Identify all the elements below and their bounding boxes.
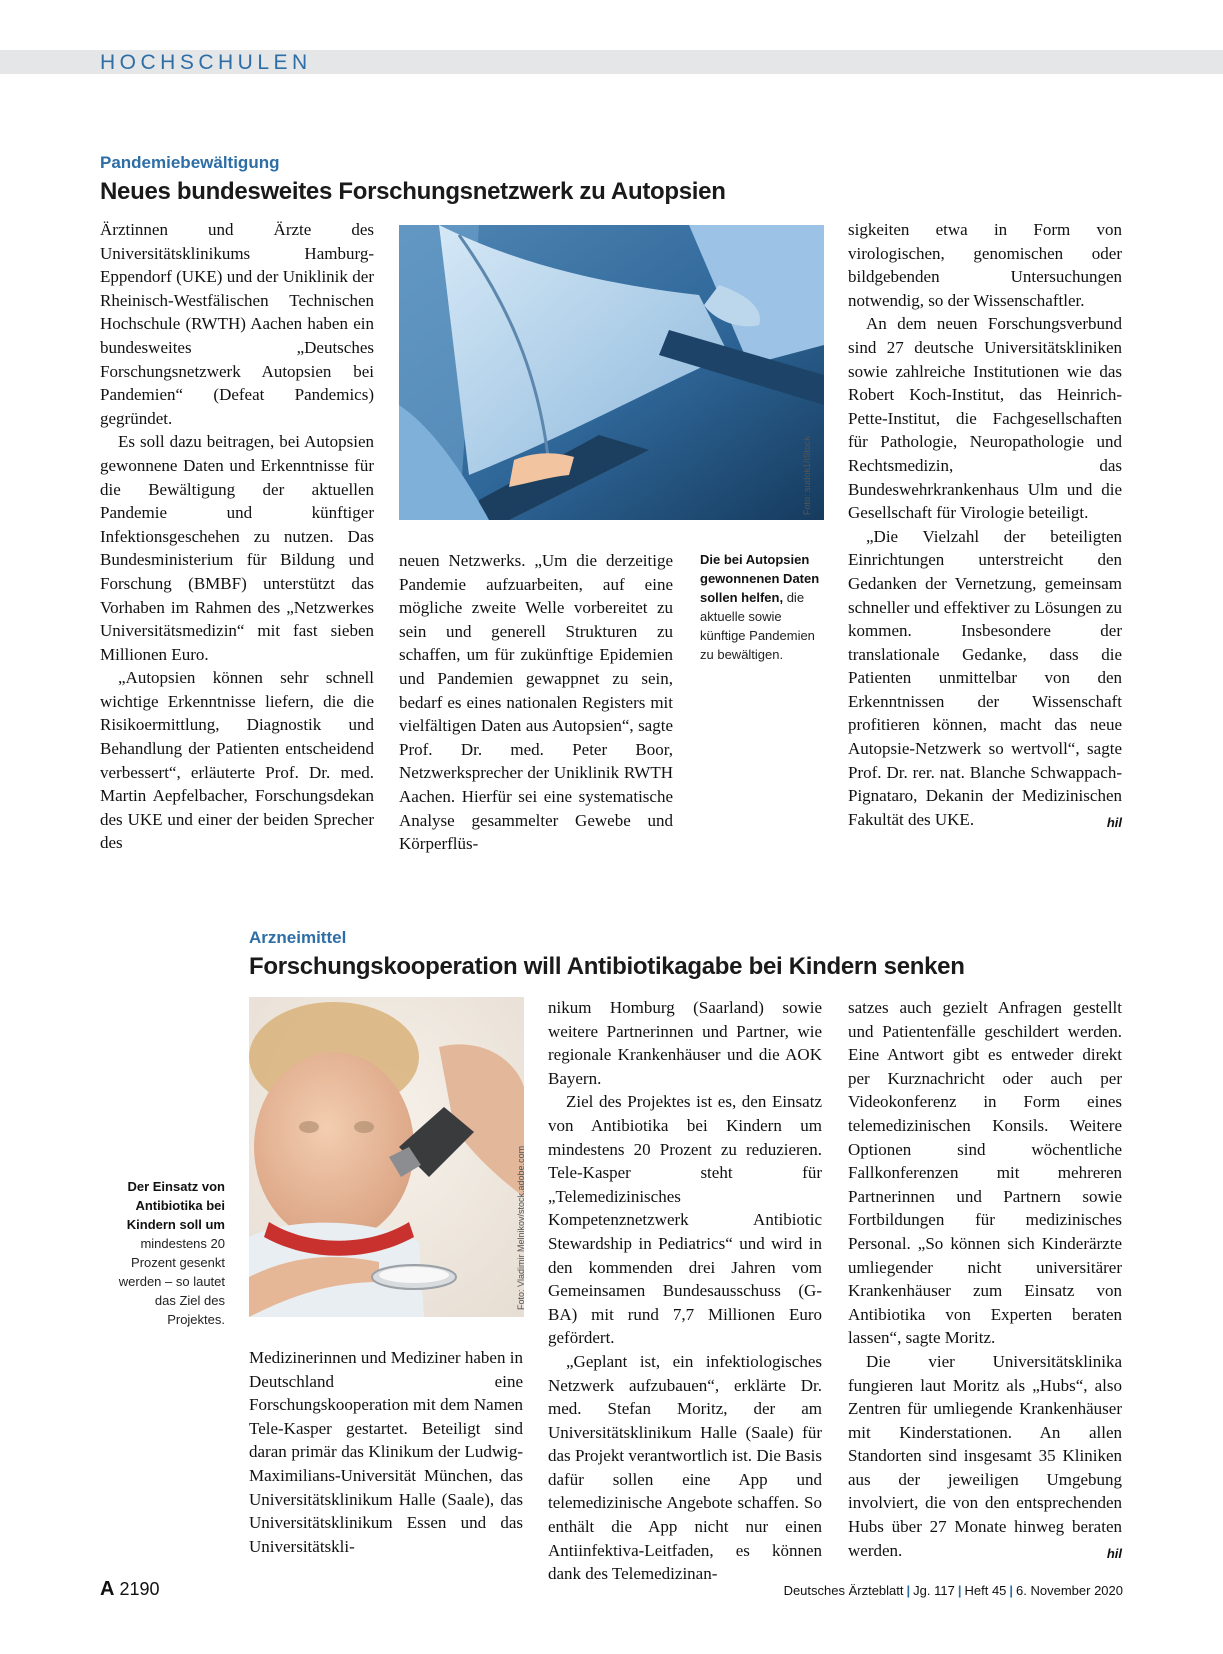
child-medicine-photo (249, 997, 524, 1317)
article1-col1-para-3: „Autopsien können sehr schnell wichtige Erkenntnisse liefern, die die Risikoermittlung, Diagnostik und Behandlung der Patienten entscheidend verbessert“, erläuterte Prof. Dr. med. Martin Aepfelbacher, Forschungsdekan des UKE und einer der beiden Sprecher des (100, 668, 374, 853)
article1-column-1 (100, 218, 374, 855)
article2-column-1 (249, 1346, 523, 1558)
journal-issue: Heft 45 (964, 1583, 1007, 1598)
article1-col3-para-2: An dem neuen Forschungsverbund sind 27 deutsche Universitätskliniken sowie zahlreiche Institutionen wie das Robert Koch-Institut, das Heinrich-Pette-Institut, die Fachgesellschaften für Pathologie, Neuropathologie und Rechtsmedizin, das Bundeswehrkrankenhaus Ulm und die Gesellschaft für Virologie beteiligt. (848, 314, 1122, 523)
article1-kicker: Pandemiebewältigung (100, 153, 280, 172)
journal-date: 6. November 2020 (1016, 1583, 1123, 1598)
article2-signature: hil (1106, 1545, 1122, 1561)
page-number (100, 1578, 160, 1600)
article2-col1-para-1: Medizinerinnen und Mediziner haben in Deutschland eine Forschungskooperation mit dem Namen Tele-Kasper gestartet. Beteiligt sind daran primär das Klinikum der Ludwig-Maximilians-Universität München, das Universitätsklinikum Halle (Saale), das Universitätsklinikum Essen und das Universitätskli- (249, 1348, 523, 1556)
article2-col2-para-1: nikum Homburg (Saarland) sowie weitere Partnerinnen und Partner, wie regionale Krankenhäuser und die AOK Bayern. (548, 998, 822, 1088)
article2-caption-bold: Der Einsatz von Antibiotika bei Kindern soll um (126, 1179, 225, 1232)
article2-column-2 (548, 996, 822, 1586)
article2-photo-credit: Foto: Vladimir Melnikov/stock.adobe.com (516, 1145, 526, 1310)
article1-col2-para-1: neuen Netzwerks. „Um die derzeitige Pandemie aufzuarbeiten, auf eine mögliche zweite Welle vorbereitet zu sein und generell Strukturen zu schaffen, um für zukünftige Epidemien und Pandemien gewappnet zu sein, bedarf es eines nationalen Registers mit vielfältigen Daten aus Autopsien“, sagte Prof. Dr. med. Peter Boor, Netzwerksprecher der Uniklinik RWTH Aachen. Hierfür sei eine systematische Analyse gesammelter Gewebe und Körperflüs- (399, 551, 673, 854)
article1-col3-para-3-text: „Die Vielzahl der beteiligten Einrichtungen unterstreicht den Gedanken der Vernetzung, gemeinsam schneller und effektiver zu Lösungen zu kommen. Insbesondere der translationale Gedanke, dass die Patienten unmittelbar von den Erkenntnissen der Wissenschaft profitieren können, macht das neue Autopsie-Netzwerk so wertvoll“, sagte Prof. Dr. rer. nat. Blanche Schwappach-Pignataro, Dekanin der Medizinischen Fakultät des UKE. (848, 526, 1122, 829)
page-prefix: A (100, 1578, 115, 1600)
journal-footer: Deutsches Ärzteblatt | Jg. 117 | Heft 45 | 6. November 2020 (783, 1583, 1123, 1598)
article1-caption-text: die aktuelle sowie künftige Pandemien zu bewältigen. (700, 590, 815, 662)
journal-volume: Jg. 117 (913, 1583, 955, 1598)
article2-column-3 (848, 996, 1122, 1565)
page-number-value: 2190 (119, 1579, 160, 1599)
article1-col3-para-1: sigkeiten etwa in Form von virologischen, genomischen oder bildgebenden Untersuchungen notwendig, so der Wissenschaftler. (848, 220, 1122, 310)
article2-col3-para-2-text: Die vier Universitätsklinika fungieren laut Moritz als „Hubs“, also Zentren für umliegende Krankenhäuser mit Kinderstationen. An allen Standorten sind insgesamt 35 Kliniken aus der jeweiligen Umgebung involviert, die von den entsprechenden Hubs über 27 Monate hinweg beraten werden. (848, 1351, 1122, 1560)
article2-col3-para-1: satzes auch gezielt Anfragen gestellt und Patientenfälle geschildert werden. Eine Antwort gibt es entweder direkt per Kurznachricht oder auch per Videokonferenz in Form eines telemedizinischen Konsils. Weitere Optionen sind wöchentliche Fallkonferenzen mit mehreren Partnerinnen und Partnern sowie Fortbildungen für medizinisches Personal. „So können sich Kinderärzte umliegender nicht universitärer Krankenhäuser zum Einsatz von Antibiotika von Experten beraten lassen“, sagte Moritz. (848, 998, 1122, 1348)
autopsy-photo (399, 225, 824, 520)
article2-headline: Forschungskooperation will Antibiotikagabe bei Kindern senken (249, 953, 965, 980)
article2-col2-para-2: Ziel des Projektes ist es, den Einsatz von Antibiotika bei Kindern um mindestens 20 Prozent zu reduzieren. Tele-Kasper steht für „Telemedizinisches Kompetenznetzwerk Antibiotic Stewardship in Pediatrics“ und wird in den kommenden drei Jahren vom Gemeinsamen Bundesausschuss (G-BA) mit rund 7,7 Millionen Euro gefördert. (548, 1092, 822, 1348)
article2-col2-para-3: „Geplant ist, ein infektiologisches Netzwerk aufzubauen“, erklärte Dr. med. Stefan Moritz, der am Universitätsklinikum Halle (Saale) für das Projekt verantwortlich ist. Die Basis dafür sollen eine App und telemedizinische Angebote schaffen. So enthält die App nicht nur einen Antiinfektiva-Leitfaden, es können dank des Telemedizinan- (548, 1351, 822, 1584)
article2-caption (100, 1177, 225, 1329)
article1-headline: Neues bundesweites Forschungsnetzwerk zu Autopsien (100, 178, 726, 205)
article1-col3-para-3 (848, 525, 1122, 832)
article1-signature: hil (1106, 814, 1122, 830)
article1-column-2 (399, 549, 673, 856)
journal-name: Deutsches Ärzteblatt (783, 1583, 904, 1598)
article1-col1-para-2: Es soll dazu beitragen, bei Autopsien gewonnene Daten und Erkenntnisse für die Bewältigung der aktuellen Pandemie und künftiger Infektionsgeschehen zu nutzen. Das Bundesministerium für Bildung und Forschung (BMBF) unterstützt das Vorhaben im Rahmen des „Netzwerkes Universitätsmedizin“ mit fast sieben Millionen Euro. (100, 432, 374, 664)
article2-col3-para-2 (848, 1350, 1122, 1562)
article2-kicker: Arzneimittel (249, 928, 347, 947)
article1-col1-para-1: Ärztinnen und Ärzte des Universitätsklinikums Hamburg-Eppendorf (UKE) und der Uniklinik der Rheinisch-Westfälischen Technischen Hochschule (RWTH) Aachen haben ein bundesweites „Deutsches Forschungsnetzwerk Autopsien bei Pandemien“ (Defeat Pandemics) gegründet. (100, 220, 374, 428)
autopsy-photo-illustration (399, 225, 824, 520)
child-medicine-photo-illustration (249, 997, 524, 1317)
section-label: HOCHSCHULEN (100, 51, 312, 74)
article1-column-3 (848, 218, 1122, 834)
article1-caption-bold: Die bei Autopsien gewonnenen Daten sollen helfen, (700, 552, 820, 605)
article1-caption (700, 550, 830, 664)
article2-caption-text: mindestens 20 Prozent gesenkt werden – so lautet das Ziel des Projektes. (118, 1236, 225, 1327)
article1-photo-credit: Foto: sudok1/iStock (802, 435, 812, 515)
